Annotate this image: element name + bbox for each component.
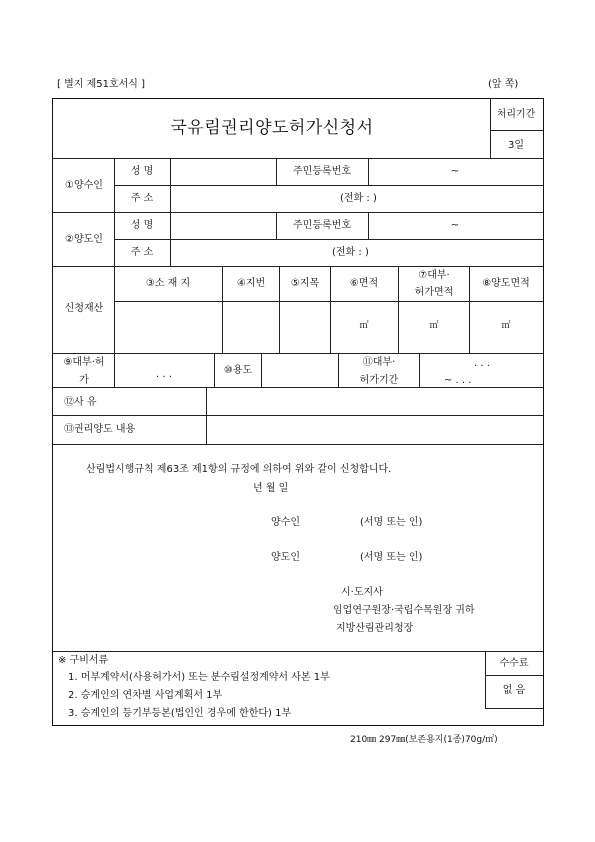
- transfer-content-label: ⑬권리양도 내용: [64, 424, 136, 435]
- required-doc-item: 3. 승계인의 등기부등본(법인인 경우에 한한다) 1부: [68, 708, 292, 719]
- assignor-name-field[interactable]: [171, 159, 276, 184]
- signer-assignee-label: 양도인: [271, 552, 300, 563]
- signer-assignor-label: 양수인: [271, 517, 300, 528]
- property-label: 신청재산: [64, 303, 104, 314]
- col-lease-area-line2: 허가면적: [414, 287, 454, 298]
- required-doc-item: 1. 머부계약서(사용허가서) 또는 분수림설정계약서 사본 1부: [68, 672, 330, 683]
- transfer-area-unit: ㎡: [501, 321, 511, 331]
- usage-label: ⑩용도: [223, 365, 253, 376]
- addressee-line2: 임업연구원장·국립수목원장 귀하: [333, 605, 475, 616]
- assignor-address-label: 주 소: [130, 193, 154, 204]
- assignor-label: ①양수인: [65, 180, 103, 191]
- form-number: [ 별지 제51호서식 ]: [57, 79, 146, 90]
- reason-field[interactable]: [207, 388, 542, 414]
- assignor-name-label: 성 명: [130, 166, 154, 177]
- col-location: ③소 재 지: [145, 278, 191, 289]
- col-transfer-area: ⑧양도면적: [482, 278, 530, 289]
- required-doc-item: 2. 승계인의 연차별 사업계획서 1부: [68, 690, 223, 701]
- assignee-phone: (전화 : ): [332, 247, 369, 258]
- assignor-rrn-label: 주민등록번호: [293, 166, 351, 177]
- lease-area-unit: ㎡: [429, 321, 439, 331]
- page-side-label: (앞 쪽): [488, 79, 519, 90]
- col-lease-area-line1: ⑦대부·: [418, 270, 450, 281]
- processing-period-label: 처리기간: [496, 109, 536, 120]
- processing-period-value: 3일: [507, 140, 525, 151]
- lease-permit-label-line2: 가: [79, 375, 89, 386]
- land-category-field[interactable]: [280, 302, 329, 352]
- lease-term-to[interactable]: ~ . . .: [444, 375, 472, 386]
- addressee-line3: 지방산림관리청장: [336, 623, 414, 634]
- lease-term-from[interactable]: . . .: [474, 358, 490, 369]
- assignee-name-label: 성 명: [130, 220, 154, 231]
- transfer-content-field[interactable]: [207, 416, 542, 443]
- assignee-label: ②양도인: [65, 234, 103, 245]
- assignee-rrn-label: 주민등록번호: [293, 220, 351, 231]
- usage-field[interactable]: [262, 354, 337, 386]
- application-statement: 산림법시행규칙 제63조 제1항의 규정에 의하여 위와 같이 신청합니다.: [86, 464, 392, 475]
- lease-permit-label-line1: ⑨대부·허: [63, 357, 105, 368]
- signer-assignee-signature[interactable]: (서명 또는 인): [360, 552, 423, 563]
- lease-term-label-line1: ⑪대부·: [362, 357, 396, 368]
- col-land-category: ⑤지목: [290, 278, 320, 289]
- addressee-line1: 시·도지사: [341, 587, 383, 598]
- assignee-name-field[interactable]: [171, 213, 276, 238]
- area-unit: ㎡: [359, 321, 369, 331]
- lot-number-field[interactable]: [223, 302, 278, 352]
- assignee-rrn-separator: ~: [450, 220, 460, 231]
- col-area: ⑥면적: [349, 278, 379, 289]
- application-date[interactable]: 년 월 일: [253, 483, 289, 494]
- signer-assignor-signature[interactable]: (서명 또는 인): [360, 517, 423, 528]
- fee-label: 수수료: [499, 658, 529, 669]
- location-field[interactable]: [115, 302, 221, 352]
- assignee-address-label: 주 소: [130, 247, 154, 258]
- paper-spec: 210㎜ 297㎜(보존용지(1종)70g/㎡): [350, 735, 498, 745]
- required-docs-title: ※ 구비서류: [58, 655, 109, 666]
- assignor-rrn-separator: ~: [450, 166, 460, 177]
- lease-permit-date[interactable]: . . .: [156, 369, 172, 380]
- lease-term-label-line2: 허가기간: [359, 375, 399, 386]
- form-title: 국유림권리양도허가신청서: [170, 118, 374, 138]
- reason-label: ⑫사 유: [64, 397, 97, 408]
- col-lot-number: ④지번: [236, 278, 266, 289]
- assignor-phone: (전화 : ): [340, 193, 377, 204]
- fee-value: 없 음: [502, 685, 526, 696]
